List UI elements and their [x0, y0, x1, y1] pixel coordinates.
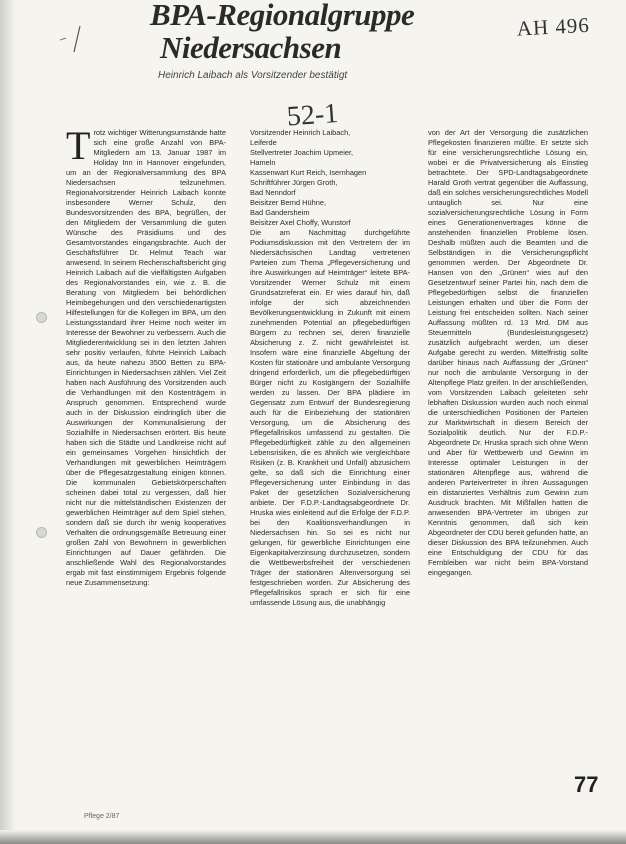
- page-number: 77: [574, 772, 599, 797]
- article-title: [150, 0, 414, 64]
- board-member-list: [250, 128, 410, 228]
- handwritten-mark-icon: [56, 22, 116, 56]
- board-member-line: Schriftführer Jürgen Groth,: [250, 178, 338, 187]
- board-member-line: Hameln: [250, 158, 276, 167]
- board-member-line: Stellvertreter Joachim Upmeier,: [250, 148, 354, 157]
- drop-cap: T: [66, 123, 91, 168]
- board-member-line: Beisitzer Bernd Hühne,: [250, 198, 326, 207]
- article-column-1: [66, 123, 226, 778]
- board-member-line: Bad Nenndorf: [250, 188, 296, 197]
- board-member-line: Leiferde: [250, 138, 277, 147]
- article-column-2: [250, 128, 410, 754]
- column-3-text: von der Art der Versorgung die zusätzlichen Pflegekosten finanzieren müßte. Er setzte sich für eine versicherungsrechtliche Lösung ein, wobei er die Privatversicherung als Einstieg betrachtete. Der SPD-Landtagsabgeordnete Harald Groth vertrat gegenüber die Auffassung, daß ein solches versicherungsrechtliches Modell untauglich sei. Nur eine sozialversicherungsrechtliche Lösung in Form eines Generationenvertrages könne die anstehenden finanziellen Probleme lösen. Deshalb müßten auch die Beamten und die Selbständigen in die Versicherungspflicht genommen werden. Der Abgeordnete Dr. Hansen von den „Grünen“ wies auf den Gesetzentwurf seiner Partei hin, nach dem die Pflegebedürftigen selbst die finanziellen Leistungen erhalten und über die Form der Leistung frei entscheiden sollten. Nach seiner Auffassung müßten rd. 13 Mrd. DM aus Steuermitteln (Bundesleistungsgesetz) zusätzlich aufgebracht werden, um dieser Aufgabe gerecht zu werden. Mittelfristig sollte darüber hinaus nach Auffassung der „Grünen“ nur noch die ambulante Versorgung in der Altenpflege Platz greifen. In der anschließenden, vom Vorsitzenden Laibach geleiteten sehr lebhaften Diskussion wurden auch noch einmal die unterschiedlichen Positionen der Parteien zur Marktwirtschaft in diesem Bereich der Sozialpolitik deutlich. Nur der F.D.P.-Abgeordnete Dr. Hruska sprach sich ohne Wenn und Aber für Wettbewerb und Gewinn im Interesse optimaler Leistungen in der stationären Altenpflege aus, während die anderen Parteivertreter in ihren Aussagungen ein distanziertes Verhältnis zum Gewinn zum Ausdruck brachten. Mit Mißfallen hatten die anwesenden BPA-Vertreter im übrigen zur Kenntnis genommen, daß sich kein Abgeordneter der CDU bereit gefunden hatte, an dieser Diskussion des BPA teilzunehmen. Auch eine Entschuldigung der CDU für das Fernbleiben war nicht beim BPA-Vorstand eingegangen.: [428, 128, 588, 577]
- board-member-line: Kassenwart Kurt Reich, Isernhagen: [250, 168, 367, 177]
- title-line-1: BPA-Regionalgruppe: [150, 0, 415, 32]
- page-edge-bottom: [0, 830, 626, 844]
- column-2-text: Die am Nachmittag durchgeführte Podiumsdiskussion mit den Vertretern der im Niedersächsischen Landtag vertretenen Parteien zum Thema „Pflegeversicherung und ihre Auswirkungen auf Heimträger“ leitete BPA-Vorsitzender Werner Schulz mit einem Grundsatzreferat ein. Er wies darauf hin, daß infolge der sich abzeichnenden Bevölkerungsentwicklung in Zukunft mit einem zunehmenden Potential an pflegebedürftigen Bürgern zu rechnen sei, deren finanzielle Absicherung z. Z. nicht gewährleistet ist. Insofern wäre eine finanzielle Abgeltung der Kosten für stationäre und ambulante Versorgung dringend erforderlich, um die pflegebedürftigen Bürger nicht zu Kostgängern der Sozialhilfe werden zu lassen. Der BPA plädiere im Gegensatz zum Entwurf der Bundesregierung auch für die Einbeziehung der stationären Versorgung, um die Absicherung des Pflegefallrisikos umfassend zu gestalten. Die Pflegebedürftigkeit zähle zu den allgemeinen Lebensrisiken, die es ähnlich wie vergleichbare Risiken (z. B. Krankheit und Unfall) abzusichern gelte, so daß sich die Einrichtung einer Pflegeversicherung unter Einbindung in das Paket der gesetzlichen Sozialversicherung anbiete. Der F.D.P.-Landtagsabgeordnete Dr. Hruska wies einleitend auf die Erfolge der F.D.P. bei den Koalitionsverhandlungen in Niedersachsen hin. So sei es nicht nur gelungen, für gewerbliche Einrichtungen eine Eigenkapitalverzinsung durchzusetzen, sondern die Wettbewerbsfreiheit der verschiedenen Träger der stationären Altenversorgung sei festgeschrieben worden. Zur Absicherung des Pflegefallrisikos sprach er sich für eine umfassende Lösung aus, die unabhängig: [250, 228, 410, 607]
- handwritten-archive-number: AH 496: [516, 12, 591, 41]
- page-edge-left: [0, 0, 16, 844]
- board-member-line: Vorsitzender Heinrich Laibach,: [250, 128, 351, 137]
- board-member-line: Beisitzer Axel Choffy, Wunstorf: [250, 218, 351, 227]
- title-line-2: Niedersachsen: [160, 30, 342, 65]
- column-1-text: rotz wichtiger Witterungsumstände hatte sich eine große Anzahl von BPA-Mitgliedern am 13. Januar 1987 im Holiday Inn in Hannover eingefunden, um an der Regionalversammlung des BPA Niedersachsen teilzunehmen. Regionalvorsitzender Heinrich Laibach konnte insbesondere Werner Schulz, den Bundesvorsitzenden des BPA, begrüßen, der den Mitgliedern der Versammlung die guten Wünsche des Präsidiums und des Gesamtvorstandes eingangsbrachte. Auch der Geschäftsführer Dr. Helmut Teach war anwesend. In seinem Rechenschaftsbericht ging Heinrich Laibach auf die vielfältigsten Aufgaben des Regionalvorstandes ein, wie z. B. die Beratung von Mitgliedern bei behördlichen Heimbegehungen und den verschiedenartigsten Hilfestellungen für die Kollegen im BPA, um den Leistungsstandard ihrer Heime noch weiter im Interesse der Bewohner zu verbessern. Auch die Mitgliederentwicklung sei in den letzten Jahren sehr positiv verlaufen, führte Heinrich Laibach aus, da heute nahezu 3500 Betten zu BPA-Einrichtungen in Niedersachsen zählen. Viel Zeit haben nach Ausführung des Vorsitzenden auch die Verhandlungen mit den Kostenträgern in Anspruch genommen. Entsprechend wurde auch in der Diskussion eindringlich über die Auswirkungen der Kommunalisierung der Sozialhilfe in Niedersachsen erörtert. Bis heute haben sich die Städte und Landkreise nicht auf ein gemeinsames Vorgehen hinsichtlich der Verhandlungen mit gewerblichen Heimträgern über die Pflegesatzgestaltung einigen können. Die kommunalen Gebietskörperschaften scheinen dabei total zu vergessen, daß hier nicht nur die mittelständischen Existenzen der gewerblichen Heimträger auf dem Spiel stehen, sondern daß sie durch ihr wenig kooperatives Verhalten die ordnungsgemäße Betreuung einer großen Zahl von Bewohnern in gewerblichen Einrichtungen auf Dauer gefährden. Die anschließende Wahl des Regionalvorstandes ergab mit fast einstimmigem Ergebnis folgende neue Zusammensetzung:: [66, 128, 226, 587]
- punch-hole: [36, 527, 47, 538]
- footer-source: Pflege 2/87: [84, 813, 120, 820]
- board-member-line: Bad Gandersheim: [250, 208, 310, 217]
- article-subtitle: Heinrich Laibach als Vorsitzender bestätigt: [158, 70, 348, 81]
- article-column-3: [428, 128, 588, 828]
- handwritten-note: 52-1: [285, 97, 340, 133]
- punch-hole: [36, 312, 47, 323]
